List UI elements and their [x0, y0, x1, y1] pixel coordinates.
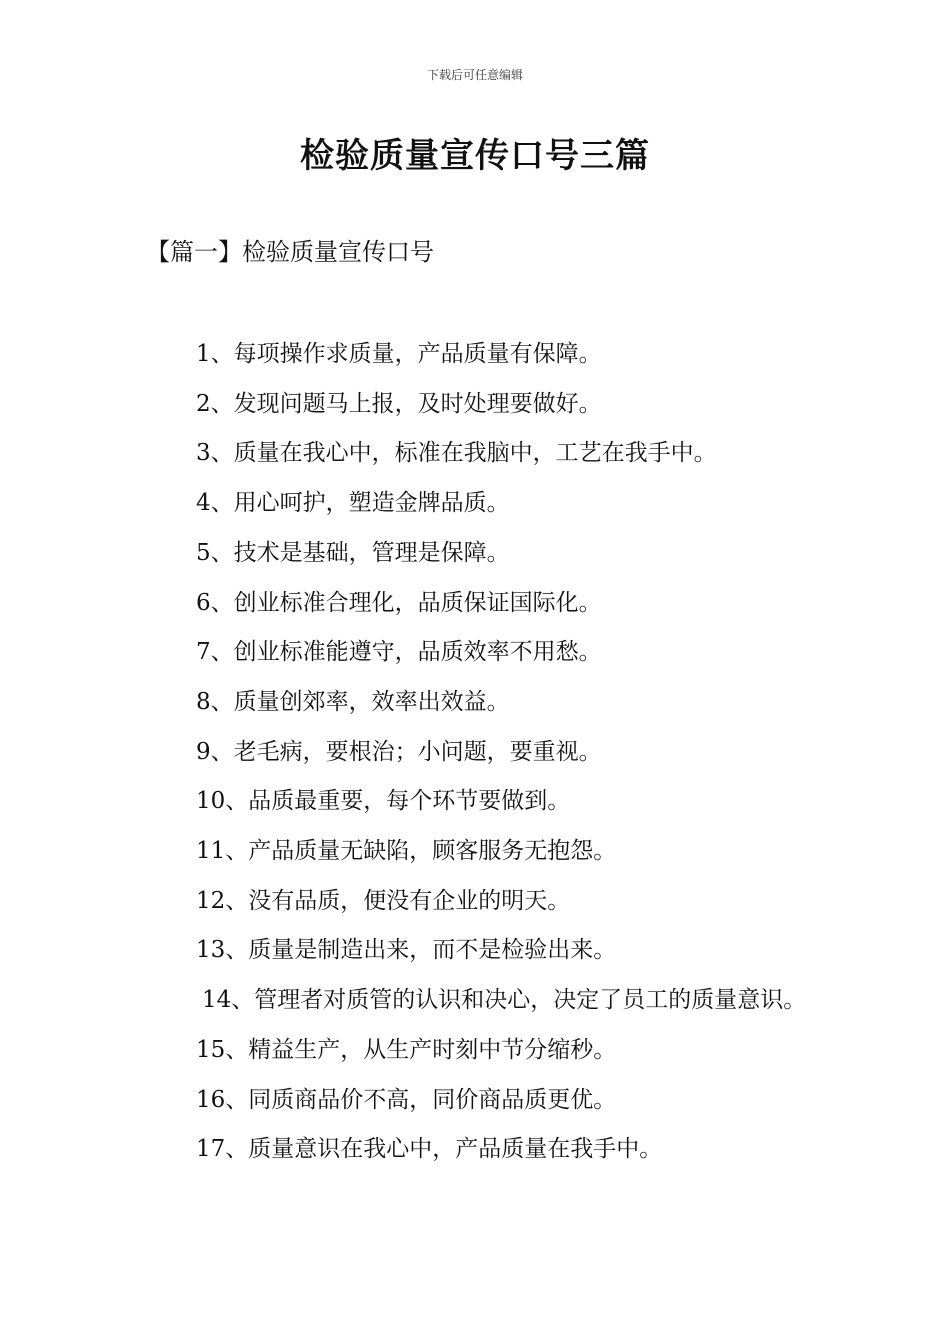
- slogan-item: 7、创业标准能遵守，品质效率不用愁。: [196, 639, 602, 666]
- slogan-item: 3、质量在我心中，标准在我脑中，工艺在我手中。: [196, 440, 717, 467]
- slogan-item: 1、每项操作求质量，产品质量有保障。: [196, 341, 602, 367]
- slogan-item: 10、品质最重要，每个环节要做到。: [196, 788, 571, 815]
- slogan-item: 11、产品质量无缺陷，顾客服务无抱怨。: [196, 838, 617, 865]
- slogan-list: [146, 330, 826, 1175]
- slogan-item: 14、管理者对质管的认识和决心，决定了员工的质量意识。: [202, 987, 807, 1014]
- slogan-item: 2、发现问题马上报，及时处理要做好。: [196, 390, 602, 417]
- document-title: 检验质量宣传口号三篇: [300, 136, 650, 176]
- slogan-item: 16、同质商品价不高，同价商品质更优。: [196, 1086, 617, 1113]
- slogan-item: 15、精益生产，从生产时刻中节分缩秒。: [196, 1036, 617, 1063]
- slogan-item: 6、创业标准合理化，品质保证国际化。: [196, 589, 602, 616]
- slogan-item: 5、技术是基础，管理是保障。: [196, 539, 510, 566]
- header-note: 下载后可任意编辑: [426, 68, 523, 82]
- section-heading: 【篇一】检验质量宣传口号: [146, 238, 434, 266]
- slogan-item: 12、没有品质，便没有企业的明天。: [196, 887, 571, 914]
- slogan-item: 8、质量创郊率，效率出效益。: [196, 688, 510, 715]
- slogan-item: 9、老毛病，要根治；小问题，要重视。: [196, 738, 602, 765]
- slogan-item: 4、用心呵护，塑造金牌品质。: [196, 490, 510, 517]
- slogan-item: 13、质量是制造出来，而不是检验出来。: [196, 937, 617, 964]
- slogan-item: 17、质量意识在我心中，产品质量在我手中。: [196, 1136, 663, 1163]
